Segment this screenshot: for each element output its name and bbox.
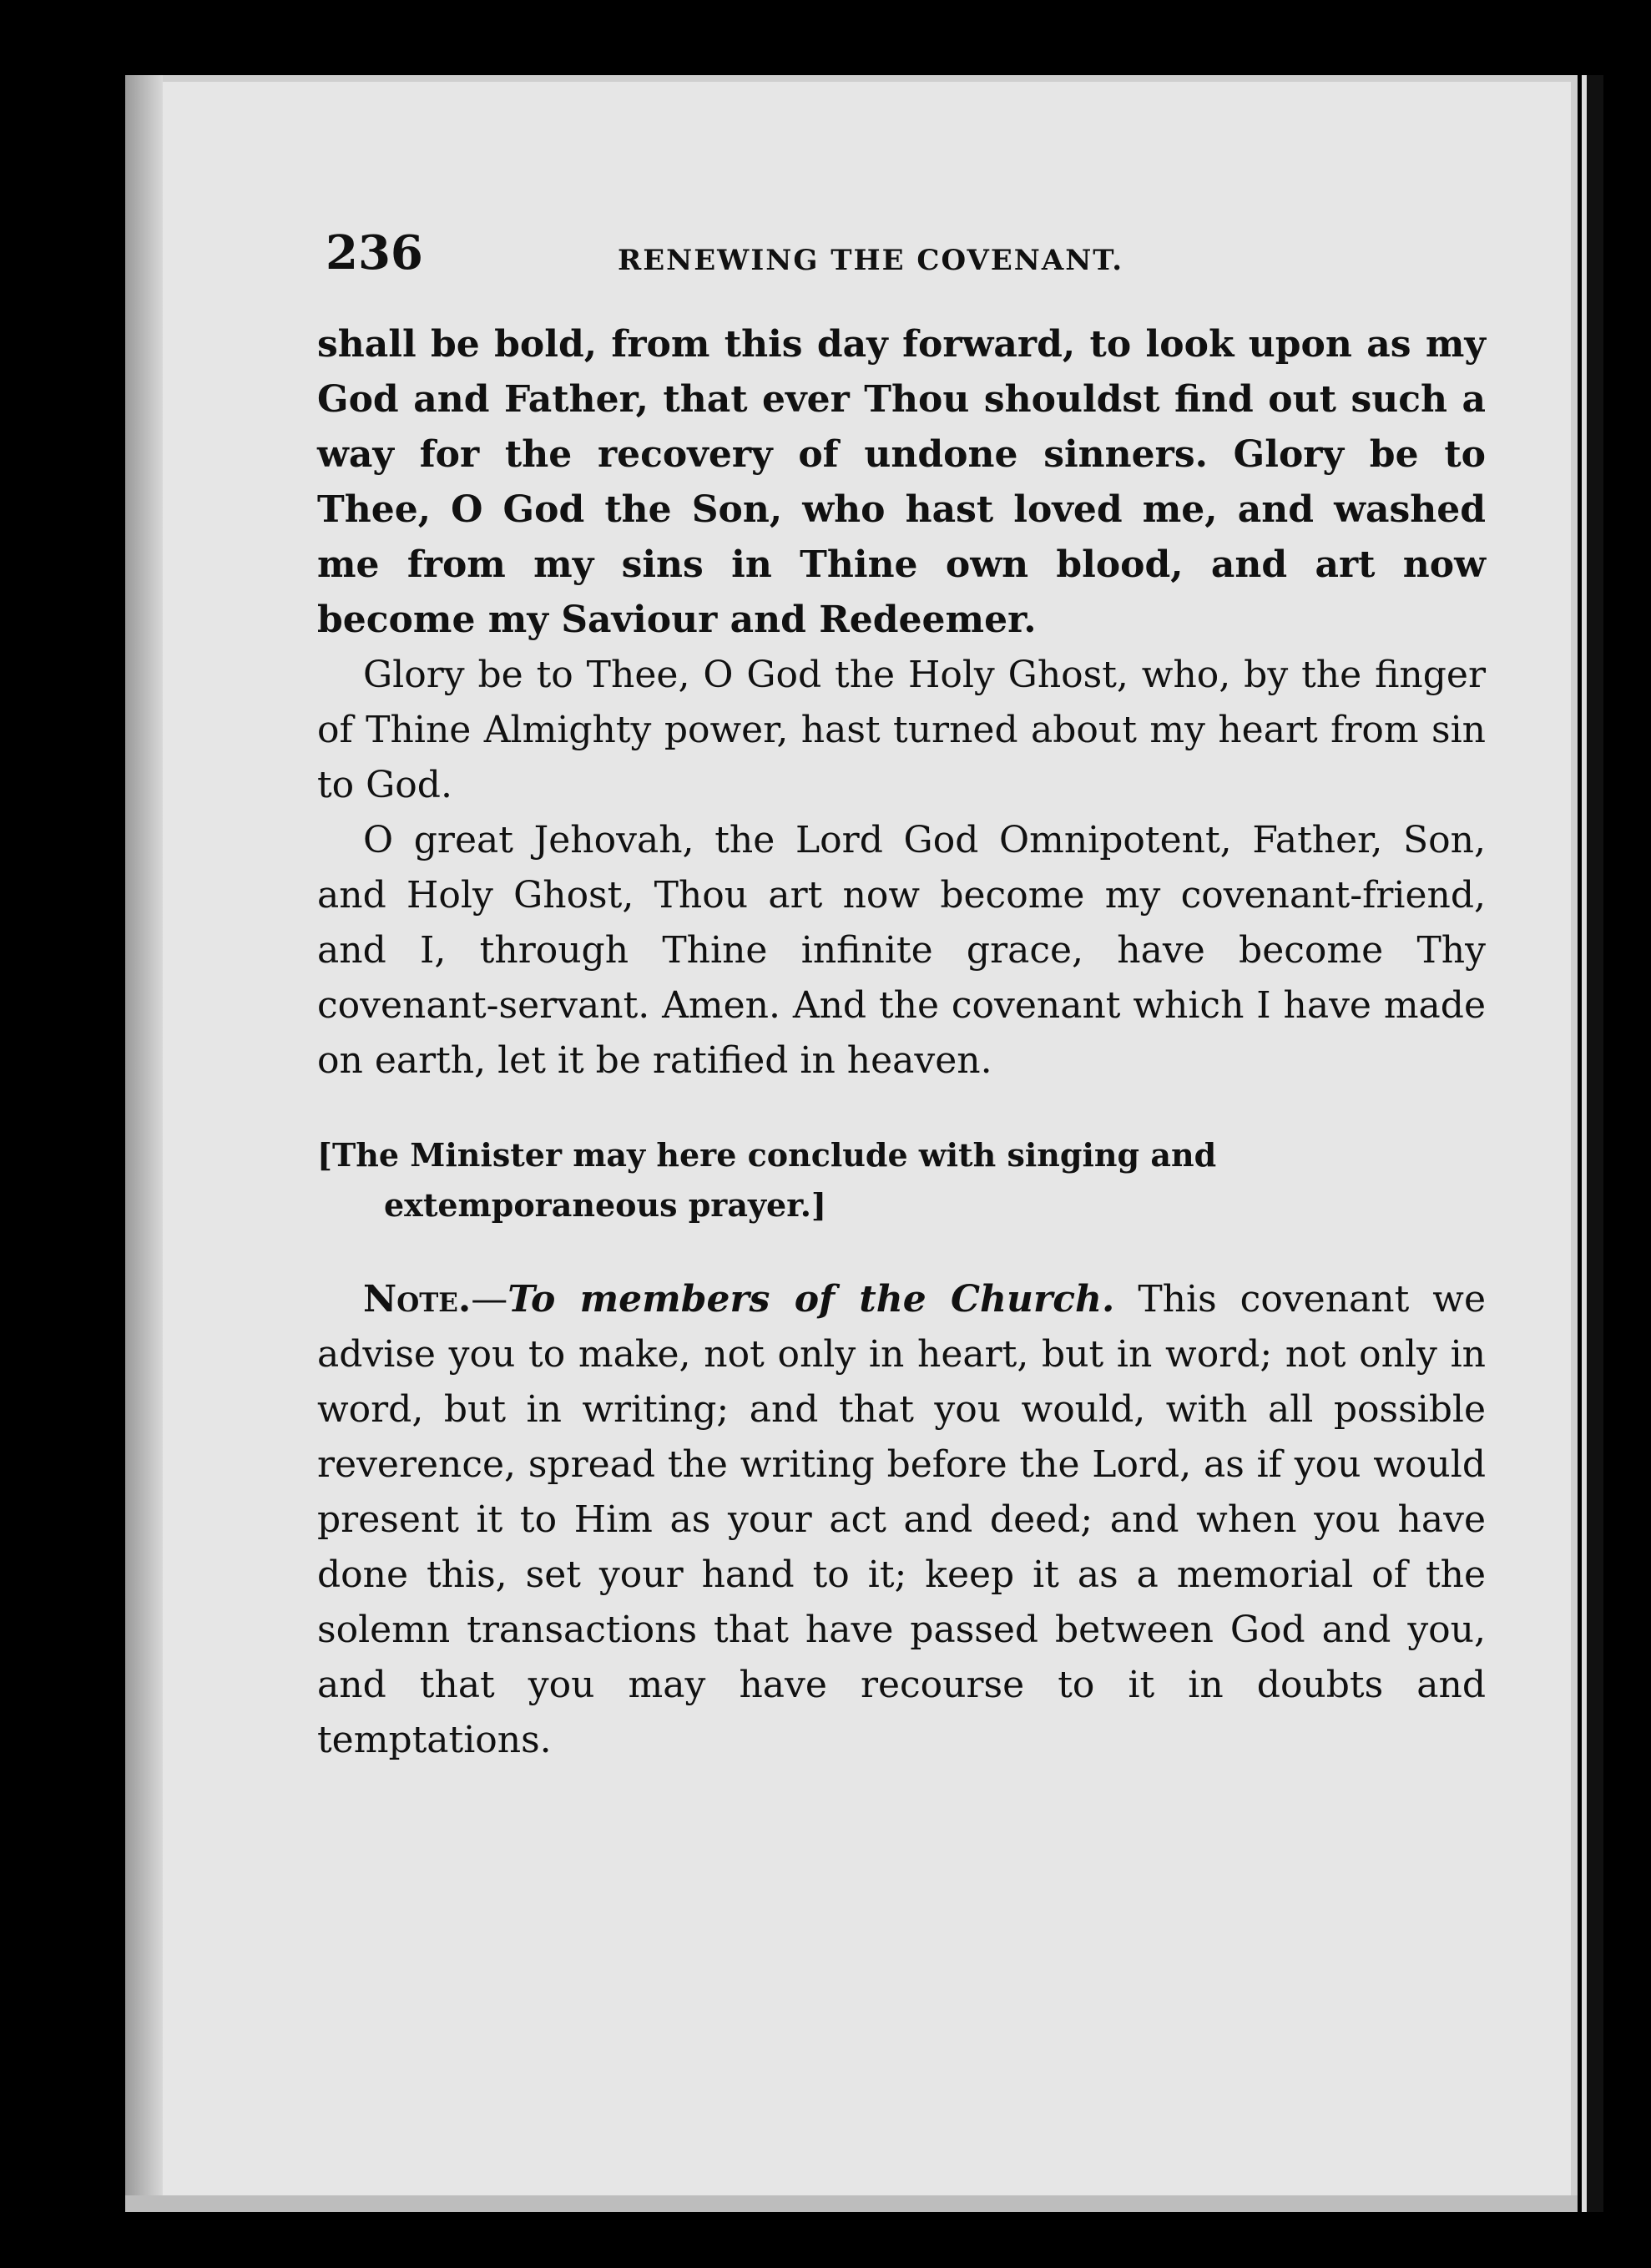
note-heading: To members of the Church. [507,1278,1115,1321]
page-number: 236 [326,225,423,280]
note-dash: — [471,1278,508,1321]
page-gutter [125,75,163,2212]
page-right-edge [1582,75,1603,2212]
note-text: This covenant we advise you to make, not only in heart, but in word; not only in word, but in writing; and that you would, with all possible reverence, spread the writing before the Lord, as if you would present it to Him as your act and deed; and when you have done this, set your hand to it; keep it as a memorial of the solemn transactions that have passed between God and you, and that you may have recourse to it in doubts and temptations. [317,1278,1486,1761]
running-title: RENEWING THE COVENANT. [618,244,1124,277]
page-header [317,225,1486,301]
page-content [317,225,1486,1805]
note-paragraph [317,1272,1486,1768]
paragraph-1: shall be bold, from this day forward, to look upon as my God and Father, that ever Thou shouldst find out such a way for the recovery of undone sinners. Glory be to Thee, O God the Son, who hast loved me, and washed me from my sins in Thine own blood, and art now become my Saviour and Redeemer. [317,323,1486,641]
page-bottom-edge [125,2195,1578,2212]
paragraph-2: Glory be to Thee, O God the Holy Ghost, who, by the finger of Thine Almighty power, hast turned about my heart from sin to God. [317,654,1486,806]
paragraph-3: O great Jehovah, the Lord God Omnipotent, Father, Son, and Holy Ghost, Thou art now become my covenant-friend, and I, through Thine infinite grace, have become Thy covenant-servant. Amen. And the covenant which I have made on earth, let it be ratified in heaven. [317,819,1486,1082]
rubric-instruction: [The Minister may here conclude with singing and extemporaneous prayer.] [317,1136,1217,1224]
note-label: Note. [363,1278,472,1321]
